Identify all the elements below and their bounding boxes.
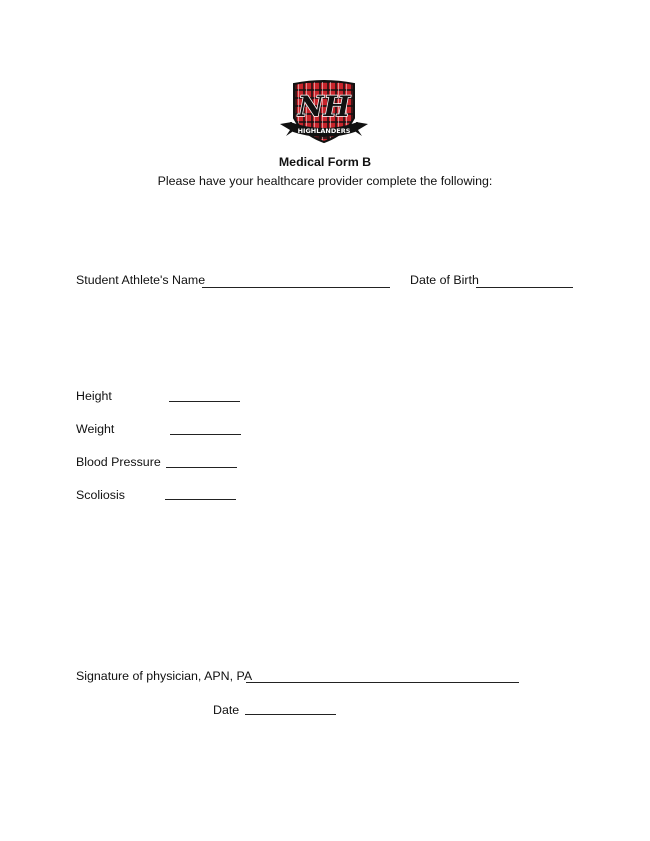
signature-label: Signature of physician, APN, PA xyxy=(76,669,253,683)
logo-banner-text: HIGHLANDERS xyxy=(297,127,351,135)
height-field[interactable] xyxy=(169,401,240,402)
dob-field[interactable] xyxy=(476,287,573,288)
scoliosis-field[interactable] xyxy=(165,499,236,500)
student-name-label: Student Athlete's Name xyxy=(76,273,206,287)
dob-label: Date of Birth xyxy=(410,273,479,287)
blood-pressure-field[interactable] xyxy=(166,467,237,468)
student-name-field[interactable] xyxy=(202,287,390,288)
form-title: Medical Form B xyxy=(278,155,372,169)
weight-field[interactable] xyxy=(170,434,241,435)
signature-field[interactable] xyxy=(246,682,519,683)
height-label: Height xyxy=(76,389,112,403)
scoliosis-label: Scoliosis xyxy=(76,488,125,502)
highlanders-logo xyxy=(276,78,372,148)
logo-initials: NH xyxy=(297,90,351,123)
signature-date-field[interactable] xyxy=(245,714,336,715)
form-subtitle: Please have your healthcare provider complete the following: xyxy=(157,174,493,188)
blood-pressure-label: Blood Pressure xyxy=(76,455,161,469)
signature-date-label: Date xyxy=(213,703,240,717)
weight-label: Weight xyxy=(76,422,115,436)
